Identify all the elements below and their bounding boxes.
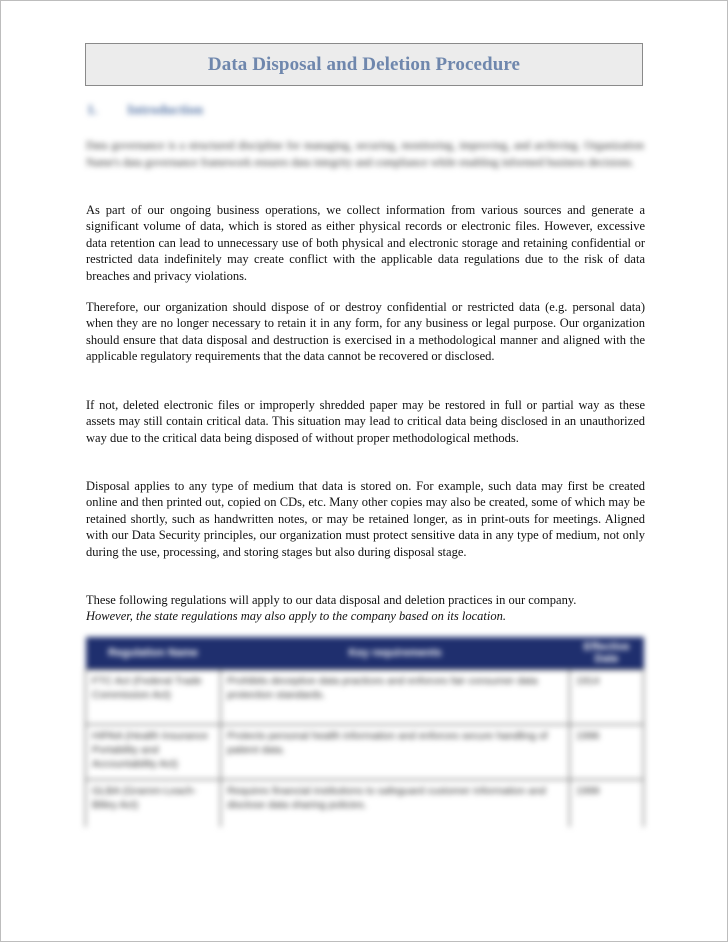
table-header-cell: Effective Date [570, 637, 644, 670]
paragraph-3: If not, deleted electronic files or improperly shredded paper may be restored in full or partial way as these assets may still contain critical data. This situation may lead to critical data being disclosed in an unauthorized way due to the critical data being disposed of without proper methodological methods. [86, 398, 645, 445]
table-cell: 1914 [570, 670, 644, 725]
paragraph-5-italic: However, the state regulations may also apply to the company based on its location. [86, 609, 506, 624]
table-cell: GLBA (Gramm-Leach-Bliley Act) [86, 780, 221, 835]
table-header-row [86, 637, 644, 670]
table-cutoff [85, 827, 645, 841]
section-number: 1. [87, 103, 98, 118]
intro-paragraph: Data governance is a structured discipline for managing, securing, monitoring, improving, and archiving. Organization Name's data governance framework ensures data integrity and compliance while enabling informed business decisions. [86, 140, 644, 169]
table-header-cell: Regulation Name [86, 637, 221, 670]
paragraph-5-text: These following regulations will apply to our data disposal and deletion practices in our company. [86, 593, 577, 607]
regulations-table [85, 637, 644, 835]
table-cell: 1999 [570, 780, 644, 835]
table-header-cell: Key requirements [221, 637, 570, 670]
paragraph-2: Therefore, our organization should dispose of or destroy confidential or restricted data (e.g. personal data) when they are no longer necessary to retain it in any form, for any business or legal purpose. Our organization should ensure that data disposal and destruction is exercised in a methodological manner and aligned with the applicable regulatory requirements that the data cannot be recovered or disclosed. [86, 300, 645, 364]
document-title: Data Disposal and Deletion Procedure [207, 53, 521, 75]
table-cell: FTC Act (Federal Trade Commission Act) [86, 670, 221, 725]
table-row [86, 725, 644, 780]
table-cell: 1996 [570, 725, 644, 780]
regulations-table-wrap [85, 637, 645, 837]
paragraph-1: As part of our ongoing business operations, we collect information from various sources and generate a significant volume of data, which is stored as either physical records or electronic files. However, excessive data retention can lead to unnecessary use of both physical and electronic storage and retaining confidential or restricted data indefinitely may create conflict with the applicable data regulations due to the risk of data breaches and privacy violations. [86, 203, 645, 283]
paragraph-5 [86, 592, 645, 625]
table-cell: Prohibits deceptive data practices and enforces fair consumer data protection standards. [221, 670, 570, 725]
paragraph-4: Disposal applies to any type of medium that data is stored on. For example, such data may first be created online and then printed out, copied on CDs, etc. Many other copies may also be created, some of which may be retained shortly, such as handwritten notes, or may be retained longer, as in print-outs for meetings. Aligned with our Data Security principles, our organization must protect sensitive data in any type of medium, not only during the use, processing, and storing stages but also during disposal stage. [86, 479, 645, 559]
section-heading [87, 103, 203, 119]
table-row [86, 670, 644, 725]
section-title: Introduction [127, 103, 203, 118]
table-cell: Protects personal health information and enforces secure handling of patient data. [221, 725, 570, 780]
title-box [85, 43, 643, 86]
table-cell: Requires financial institutions to safeguard customer information and disclose data sharing policies. [221, 780, 570, 835]
table-cell: HIPAA (Health Insurance Portability and Accountability Act) [86, 725, 221, 780]
